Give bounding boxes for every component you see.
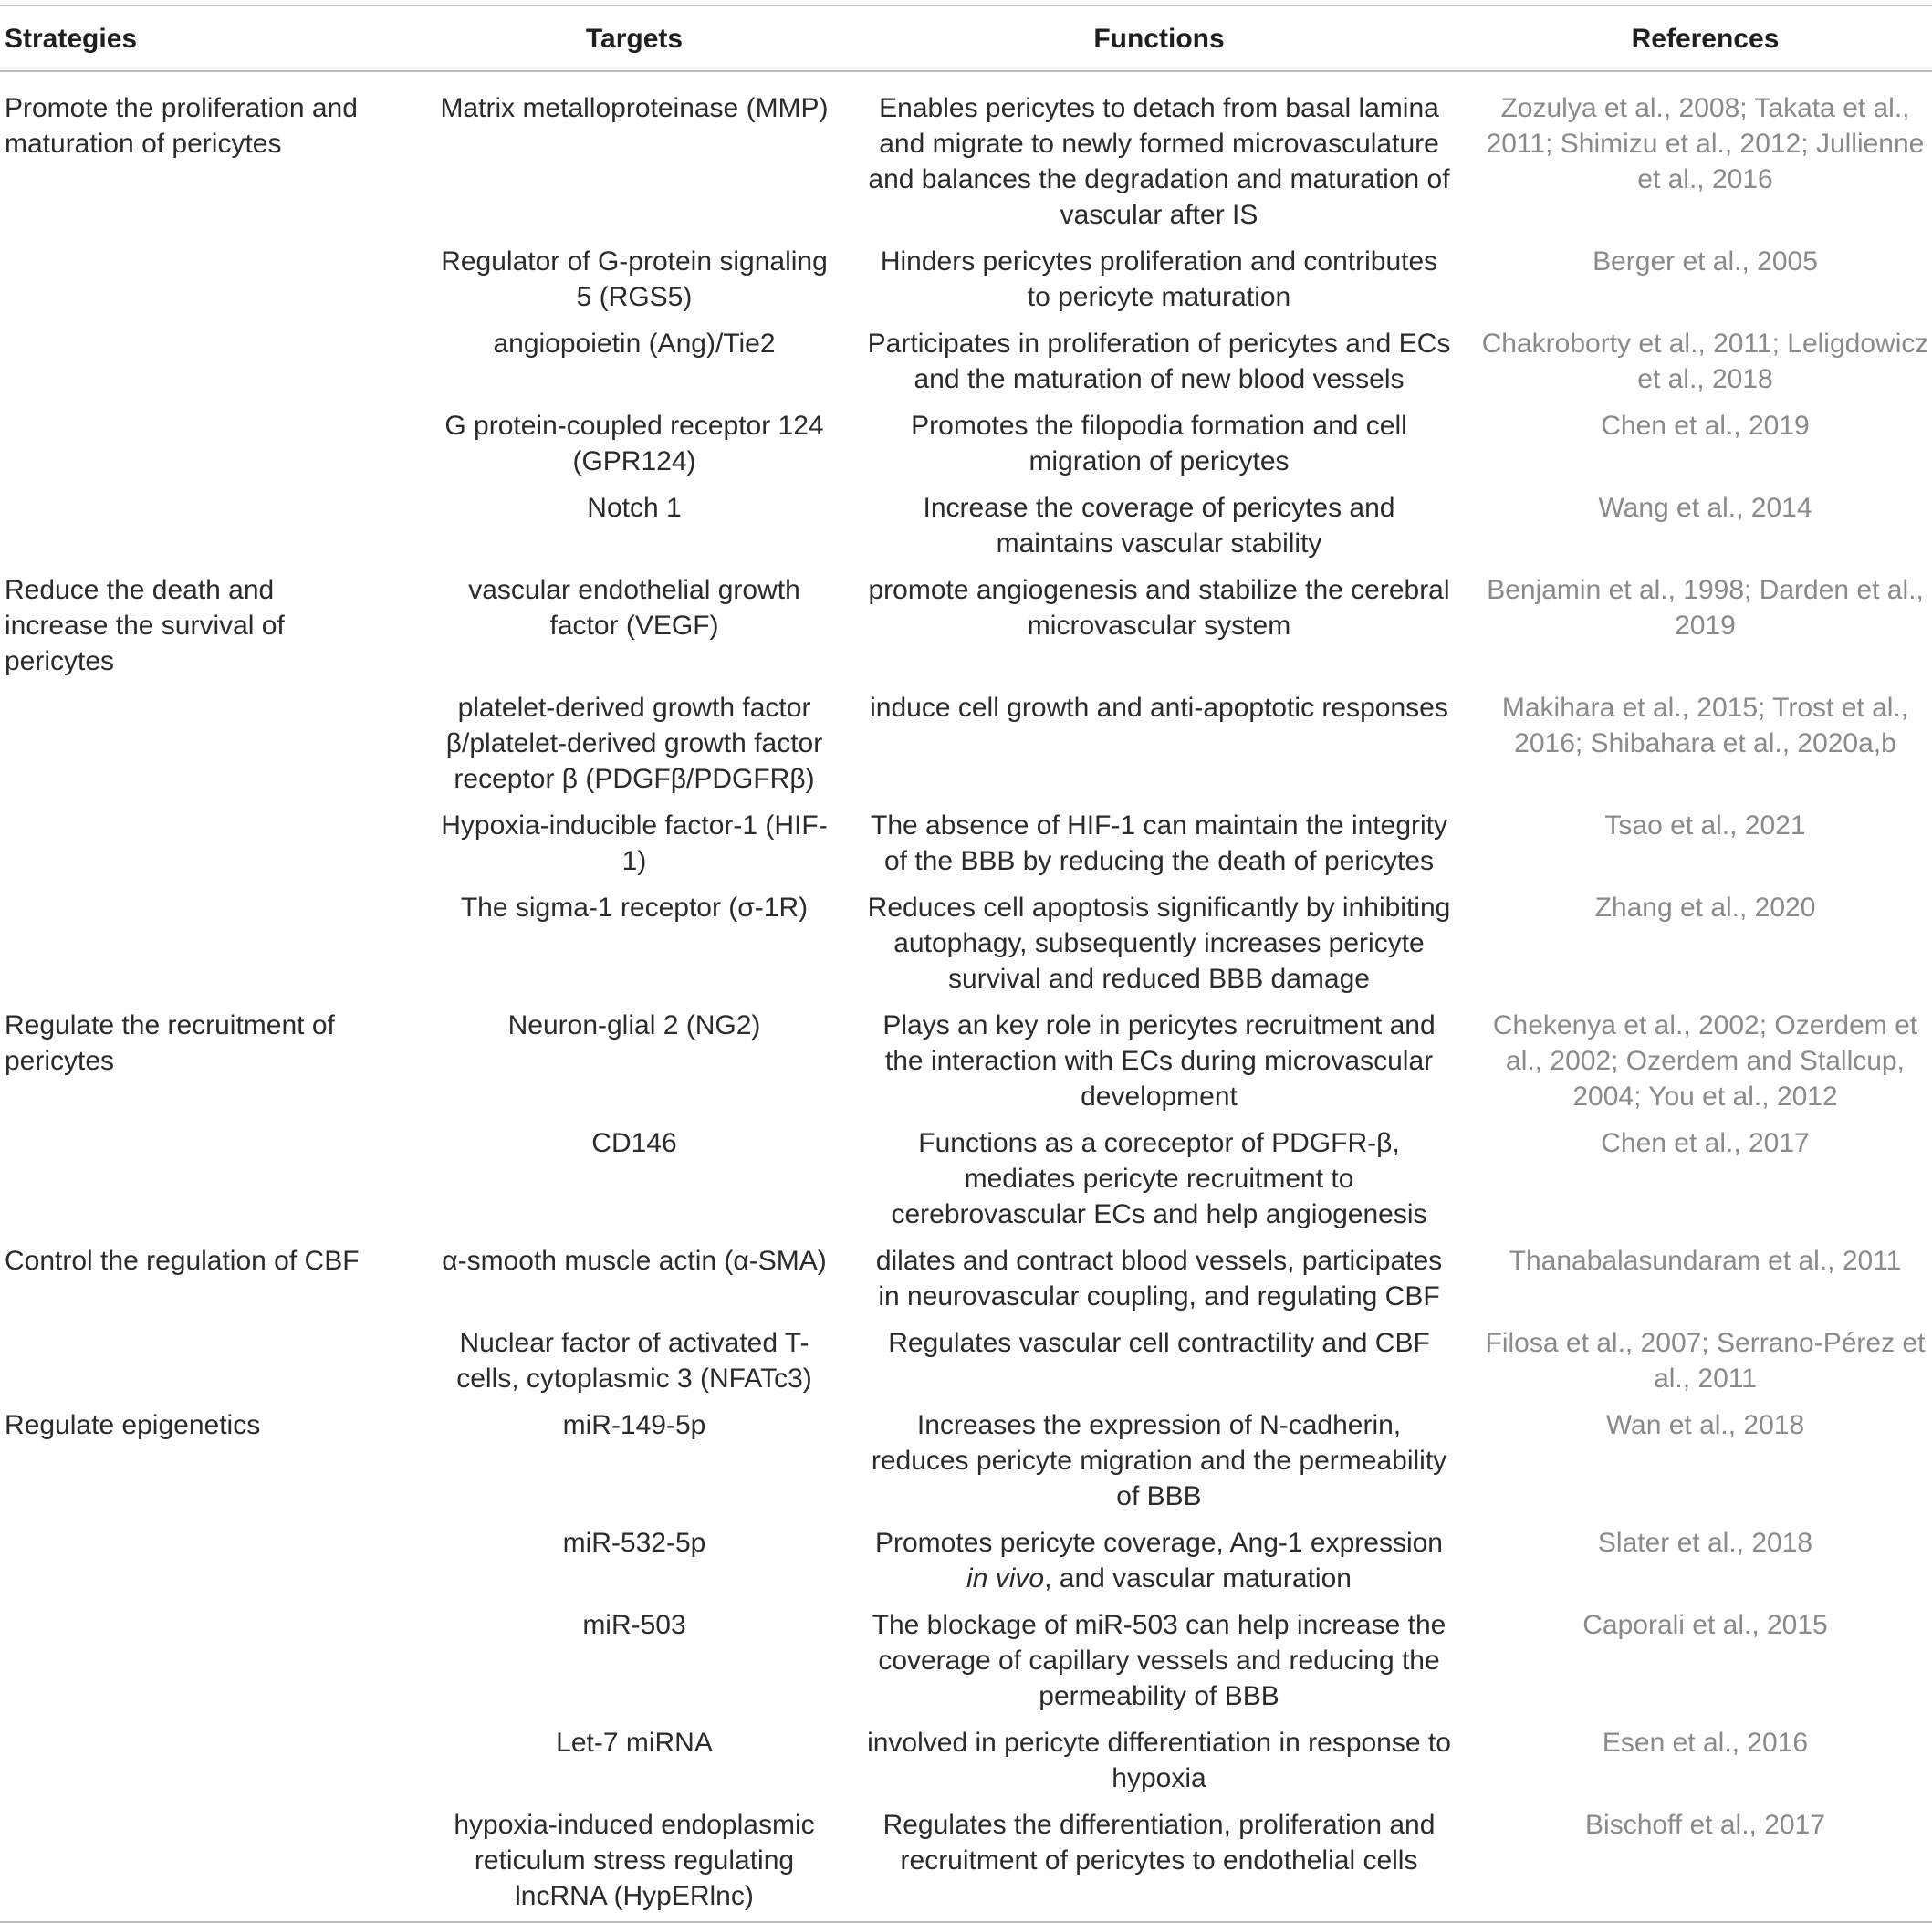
function-cell: Increase the coverage of pericytes and maintains vascular stability: [867, 490, 1451, 561]
table-row: [0, 71, 1932, 240]
target-cell: Notch 1: [587, 490, 681, 526]
table-row: [0, 1239, 1932, 1322]
function-cell: promote angiogenesis and stabilize the cerebral microvascular system: [867, 572, 1451, 643]
header-functions: Functions: [844, 5, 1474, 71]
function-italic-part: in vivo: [966, 1563, 1044, 1594]
table-row: [0, 1122, 1932, 1239]
function-cell: involved in pericyte differentiation in response to hypoxia: [867, 1725, 1451, 1796]
reference-cell: Filosa et al., 2007; Serrano-Pérez et al., 2011: [1478, 1325, 1932, 1396]
target-cell: Neuron-glial 2 (NG2): [508, 1008, 761, 1043]
reference-cell: Slater et al., 2018: [1598, 1525, 1812, 1561]
reference-cell: Chekenya et al., 2002; Ozerdem et al., 2002; Ozerdem and Stallcup, 2004; You et al., 2012: [1478, 1008, 1932, 1114]
reference-cell: Wan et al., 2018: [1606, 1407, 1804, 1443]
strategy-cell: Promote the proliferation and maturation of pericytes: [5, 90, 370, 162]
reference-cell: Bischoff et al., 2017: [1585, 1807, 1825, 1843]
function-cell: The blockage of miR-503 can help increase the coverage of capillary vessels and reducing the permeability of BBB: [867, 1607, 1451, 1714]
function-cell: Regulates the differentiation, proliferation and recruitment of pericytes to endothelial cells: [867, 1807, 1451, 1878]
reference-cell: Esen et al., 2016: [1603, 1725, 1808, 1761]
target-cell: miR-532-5p: [563, 1525, 706, 1561]
table-row: [0, 322, 1932, 404]
table-row: [0, 1803, 1932, 1922]
function-cell: Hinders pericytes proliferation and contributes to pericyte maturation: [867, 244, 1451, 315]
table-row: [0, 1721, 1932, 1803]
header-references: References: [1474, 5, 1932, 71]
target-cell: miR-503: [582, 1607, 685, 1643]
header-strategies: Strategies: [0, 5, 424, 71]
target-cell: Matrix metalloproteinase (MMP): [440, 90, 828, 126]
table-row: [0, 1322, 1932, 1404]
table-row: [0, 1404, 1932, 1521]
table-row: [0, 886, 1932, 1004]
table-body: [0, 71, 1932, 1922]
reference-cell: Chakroborty et al., 2011; Leligdowicz et al., 2018: [1478, 326, 1932, 397]
function-cell: The absence of HIF-1 can maintain the integrity of the BBB by reducing the death of pericytes: [867, 808, 1451, 879]
reference-cell: Wang et al., 2014: [1598, 490, 1812, 526]
strategy-cell: Regulate the recruitment of pericytes: [5, 1008, 370, 1079]
table-row: [0, 404, 1932, 486]
reference-cell: Berger et al., 2005: [1593, 244, 1818, 279]
header-row: [0, 5, 1932, 71]
reference-cell: Tsao et al., 2021: [1604, 808, 1805, 843]
target-cell: α-smooth muscle actin (α-SMA): [442, 1243, 826, 1279]
strategy-cell: Control the regulation of CBF: [5, 1243, 360, 1279]
function-cell: Promotes the filopodia formation and cell migration of pericytes: [867, 408, 1451, 479]
function-cell: Functions as a coreceptor of PDGFR-β, mediates pericyte recruitment to cerebrovascular ECs and help angiogenesis: [867, 1125, 1451, 1232]
reference-cell: Makihara et al., 2015; Trost et al., 2016; Shibahara et al., 2020a,b: [1478, 690, 1932, 761]
table-row: [0, 569, 1932, 686]
reference-cell: Caporali et al., 2015: [1582, 1607, 1828, 1643]
function-cell: induce cell growth and anti-apoptotic responses: [870, 690, 1448, 726]
header-targets: Targets: [424, 5, 844, 71]
strategies-table: [0, 5, 1932, 1923]
table-row: [0, 1521, 1932, 1604]
reference-cell: Chen et al., 2019: [1601, 408, 1810, 444]
function-text-part: Promotes pericyte coverage, Ang-1 expression: [875, 1528, 1443, 1558]
function-cell: Regulates vascular cell contractility and CBF: [888, 1325, 1430, 1361]
strategy-cell: Regulate epigenetics: [5, 1407, 260, 1443]
reference-cell: Zhang et al., 2020: [1595, 890, 1816, 925]
table-header: [0, 5, 1932, 71]
strategy-cell: Reduce the death and increase the survival of pericytes: [5, 572, 370, 679]
function-cell: Plays an key role in pericytes recruitment and the interaction with ECs during microvascular development: [867, 1008, 1451, 1114]
function-cell: [867, 1525, 1451, 1596]
target-cell: Let-7 miRNA: [556, 1725, 713, 1761]
function-text-part: , and vascular maturation: [1044, 1563, 1352, 1594]
table-row: [0, 486, 1932, 569]
table-row: [0, 686, 1932, 804]
target-cell: hypoxia-induced endoplasmic reticulum stress regulating lncRNA (HypERlnc): [433, 1807, 835, 1914]
target-cell: platelet-derived growth factor β/platelet-derived growth factor receptor β (PDGFβ/PDGFRβ): [433, 690, 835, 797]
target-cell: Hypoxia-inducible factor-1 (HIF-1): [433, 808, 835, 879]
function-cell: Reduces cell apoptosis significantly by inhibiting autophagy, subsequently increases pericyte survival and reduced BBB damage: [867, 890, 1451, 997]
target-cell: G protein-coupled receptor 124 (GPR124): [433, 408, 835, 479]
function-cell: Participates in proliferation of pericytes and ECs and the maturation of new blood vessels: [867, 326, 1451, 397]
target-cell: angiopoietin (Ang)/Tie2: [493, 326, 775, 361]
table-row: [0, 1004, 1932, 1122]
reference-cell: Thanabalasundaram et al., 2011: [1509, 1243, 1902, 1279]
table-row: [0, 240, 1932, 322]
target-cell: CD146: [591, 1125, 676, 1161]
function-cell: dilates and contract blood vessels, participates in neurovascular coupling, and regulating CBF: [867, 1243, 1451, 1314]
target-cell: Regulator of G-protein signaling 5 (RGS5): [433, 244, 835, 315]
function-cell: Enables pericytes to detach from basal lamina and migrate to newly formed microvasculature and balances the degradation and maturation of vascular after IS: [867, 90, 1451, 233]
table-row: [0, 1604, 1932, 1721]
target-cell: Nuclear factor of activated T-cells, cytoplasmic 3 (NFATc3): [433, 1325, 835, 1396]
reference-cell: Zozulya et al., 2008; Takata et al., 2011; Shimizu et al., 2012; Jullienne et al., 2016: [1478, 90, 1932, 197]
table-row: [0, 804, 1932, 886]
function-cell: Increases the expression of N-cadherin, reduces pericyte migration and the permeability of BBB: [867, 1407, 1451, 1514]
reference-cell: Chen et al., 2017: [1601, 1125, 1810, 1161]
reference-cell: Benjamin et al., 1998; Darden et al., 2019: [1478, 572, 1932, 643]
target-cell: The sigma-1 receptor (σ-1R): [461, 890, 808, 925]
target-cell: miR-149-5p: [563, 1407, 706, 1443]
target-cell: vascular endothelial growth factor (VEGF): [433, 572, 835, 643]
